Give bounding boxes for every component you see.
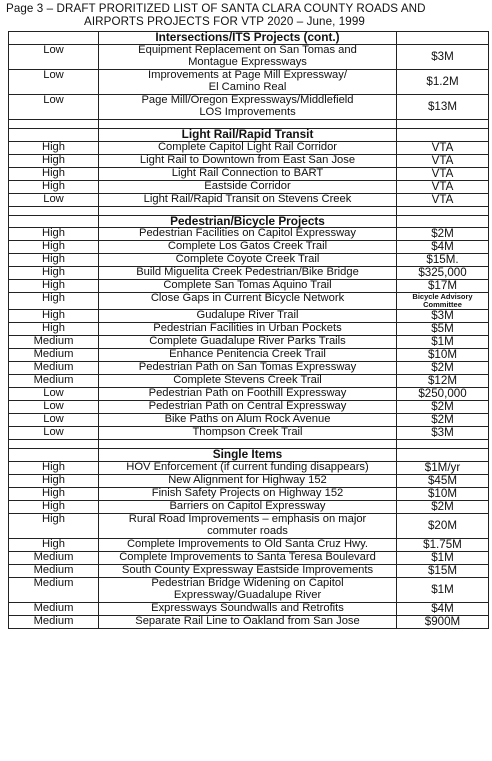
table-row [9,154,489,167]
project-cell: Pedestrian Bridge Widening on Capitol Expressway/Guadalupe River [99,578,397,603]
priority-cell: High [9,475,99,488]
cost-cell: $1.2M [397,69,489,94]
table-row [9,552,489,565]
document-header [6,2,490,28]
cost-cell: $2M [397,228,489,241]
table-row [9,362,489,375]
section-header-row [9,215,489,228]
table-row [9,228,489,241]
table-row [9,193,489,206]
priority-cell: High [9,241,99,254]
blank-row [9,440,489,449]
priority-cell: Low [9,69,99,94]
cost-cell: $17M [397,280,489,293]
priority-cell: High [9,323,99,336]
priority-cell: High [9,254,99,267]
section-header-row [9,449,489,462]
table-row [9,578,489,603]
cost-cell: $10M [397,349,489,362]
cost-cell: $3M [397,310,489,323]
blank-cell [9,206,99,215]
table-row [9,427,489,440]
priority-cell: Medium [9,565,99,578]
table-row [9,310,489,323]
priority-cell: High [9,539,99,552]
project-cell: Complete Capitol Light Rail Corridor [99,141,397,154]
section-priority-cell [9,215,99,228]
priority-cell: High [9,167,99,180]
cost-cell: $1M [397,336,489,349]
priority-cell: Low [9,414,99,427]
table-row [9,349,489,362]
project-cell: Complete San Tomas Aquino Trail [99,280,397,293]
cost-cell: $45M [397,475,489,488]
blank-cell [9,440,99,449]
project-cell: Pedestrian Path on Central Expressway [99,401,397,414]
section-header-row [9,128,489,141]
section-header-row [9,32,489,45]
blank-cell [99,440,397,449]
priority-cell: Low [9,44,99,69]
table-row [9,414,489,427]
cost-cell: $325,000 [397,267,489,280]
project-cell: Pedestrian Path on San Tomas Expressway [99,362,397,375]
project-cell: Eastside Corridor [99,180,397,193]
project-cell: Page Mill/Oregon Expressways/Middlefield LOS Improvements [99,94,397,119]
project-cell: Gudalupe River Trail [99,310,397,323]
table-row [9,462,489,475]
table-row [9,254,489,267]
cost-cell: $3M [397,44,489,69]
blank-row [9,206,489,215]
section-title: Single Items [99,449,397,462]
cost-cell: $3M [397,427,489,440]
table-row [9,488,489,501]
section-title: Light Rail/Rapid Transit [99,128,397,141]
priority-cell: Medium [9,362,99,375]
blank-row [9,119,489,128]
cost-cell: $1M [397,578,489,603]
cost-cell: VTA [397,180,489,193]
table-row [9,388,489,401]
priority-cell: Medium [9,552,99,565]
section-cost-cell [397,128,489,141]
table-row [9,401,489,414]
blank-cell [99,206,397,215]
table-row [9,267,489,280]
blank-cell [397,206,489,215]
table-row [9,514,489,539]
section-title: Intersections/ITS Projects (cont.) [99,32,397,45]
table-row [9,565,489,578]
cost-cell: $15M [397,565,489,578]
project-cell: Enhance Penitencia Creek Trail [99,349,397,362]
project-cell: Complete Stevens Creek Trail [99,375,397,388]
table-row [9,323,489,336]
project-cell: Light Rail/Rapid Transit on Stevens Creek [99,193,397,206]
project-cell: Finish Safety Projects on Highway 152 [99,488,397,501]
priority-cell: Medium [9,349,99,362]
table-row [9,293,489,310]
cost-cell: $20M [397,514,489,539]
cost-cell: $10M [397,488,489,501]
table-row [9,167,489,180]
table-row [9,44,489,69]
table-row [9,616,489,629]
project-cell: Rural Road Improvements – emphasis on major commuter roads [99,514,397,539]
project-cell: Light Rail to Downtown from East San Jose [99,154,397,167]
table-row [9,241,489,254]
table-row [9,336,489,349]
project-cell: Barriers on Capitol Expressway [99,501,397,514]
section-title: Pedestrian/Bicycle Projects [99,215,397,228]
project-cell: Complete Improvements to Old Santa Cruz Hwy. [99,539,397,552]
priority-cell: Medium [9,603,99,616]
blank-cell [99,119,397,128]
cost-cell: VTA [397,167,489,180]
priority-cell: High [9,154,99,167]
project-cell: South County Expressway Eastside Improvements [99,565,397,578]
priority-cell: High [9,180,99,193]
table-row [9,603,489,616]
project-cell: Equipment Replacement on San Tomas and Montague Expressways [99,44,397,69]
project-cell: Build Miguelita Creek Pedestrian/Bike Bridge [99,267,397,280]
section-cost-cell [397,215,489,228]
priority-cell: Low [9,94,99,119]
cost-cell: Bicycle Advisory Committee [397,293,489,310]
section-cost-cell [397,32,489,45]
project-cell: Pedestrian Path on Foothill Expressway [99,388,397,401]
cost-cell: $15M. [397,254,489,267]
priority-cell: Low [9,193,99,206]
priority-cell: High [9,514,99,539]
header-line-1: Page 3 – DRAFT PRORITIZED LIST OF SANTA CLARA COUNTY ROADS AND [6,2,426,15]
project-cell: Bike Paths on Alum Rock Avenue [99,414,397,427]
blank-cell [397,119,489,128]
cost-cell: $2M [397,401,489,414]
priority-cell: Medium [9,578,99,603]
section-priority-cell [9,32,99,45]
table-row [9,280,489,293]
priority-cell: High [9,501,99,514]
cost-cell: $4M [397,241,489,254]
project-cell: Thompson Creek Trail [99,427,397,440]
cost-cell: $1M [397,552,489,565]
project-cell: Complete Guadalupe River Parks Trails [99,336,397,349]
cost-cell: $250,000 [397,388,489,401]
priority-cell: Medium [9,336,99,349]
cost-cell: VTA [397,154,489,167]
priority-cell: Medium [9,375,99,388]
table-row [9,69,489,94]
priority-cell: Medium [9,616,99,629]
cost-cell: VTA [397,193,489,206]
cost-cell: $2M [397,501,489,514]
project-cell: Close Gaps in Current Bicycle Network [99,293,397,310]
cost-cell: $4M [397,603,489,616]
priority-cell: Low [9,388,99,401]
table-row [9,539,489,552]
priority-cell: High [9,228,99,241]
priority-cell: High [9,141,99,154]
cost-cell: $1M/yr [397,462,489,475]
projects-table [8,31,489,629]
project-cell: Complete Los Gatos Creek Trail [99,241,397,254]
cost-cell: $2M [397,362,489,375]
project-cell: New Alignment for Highway 152 [99,475,397,488]
project-cell: Pedestrian Facilities in Urban Pockets [99,323,397,336]
section-priority-cell [9,128,99,141]
cost-cell: $12M [397,375,489,388]
cost-cell: $1.75M [397,539,489,552]
cost-cell: $2M [397,414,489,427]
section-priority-cell [9,449,99,462]
table-row [9,141,489,154]
projects-table-body [9,32,489,629]
priority-cell: High [9,280,99,293]
project-cell: Complete Coyote Creek Trail [99,254,397,267]
priority-cell: High [9,462,99,475]
project-cell: Expressways Soundwalls and Retrofits [99,603,397,616]
header-line-2: AIRPORTS PROJECTS FOR VTP 2020 – June, 1999 [84,15,365,28]
table-row [9,94,489,119]
project-cell: HOV Enforcement (if current funding disappears) [99,462,397,475]
section-cost-cell [397,449,489,462]
table-row [9,375,489,388]
project-cell: Light Rail Connection to BART [99,167,397,180]
table-row [9,501,489,514]
project-cell: Separate Rail Line to Oakland from San Jose [99,616,397,629]
priority-cell: High [9,310,99,323]
cost-cell: $900M [397,616,489,629]
project-cell: Improvements at Page Mill Expressway/ El Camino Real [99,69,397,94]
cost-cell: $5M [397,323,489,336]
project-cell: Pedestrian Facilities on Capitol Expressway [99,228,397,241]
table-row [9,180,489,193]
cost-cell: VTA [397,141,489,154]
priority-cell: Low [9,401,99,414]
priority-cell: High [9,267,99,280]
blank-cell [397,440,489,449]
table-row [9,475,489,488]
cost-cell: $13M [397,94,489,119]
priority-cell: High [9,488,99,501]
priority-cell: High [9,293,99,310]
priority-cell: Low [9,427,99,440]
blank-cell [9,119,99,128]
project-cell: Complete Improvements to Santa Teresa Boulevard [99,552,397,565]
